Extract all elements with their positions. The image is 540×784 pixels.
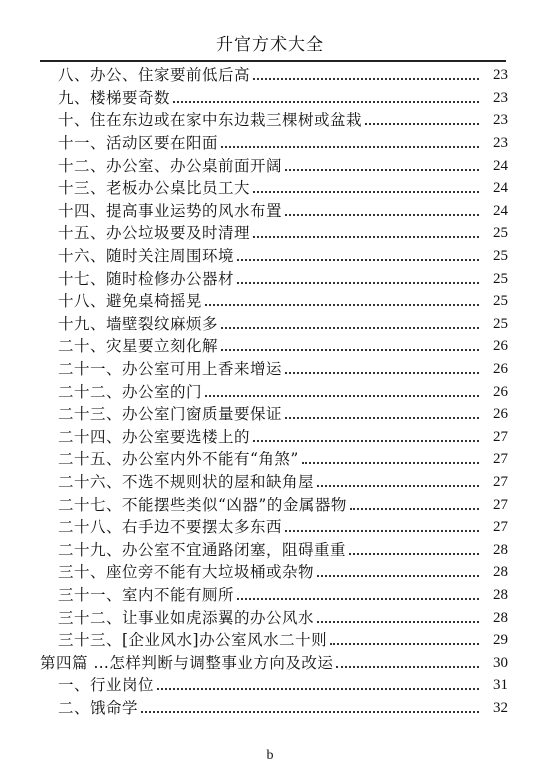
toc-entry-title: 十四、提高事业运势的风水布置 — [58, 201, 283, 220]
toc-entry[interactable] — [0, 200, 540, 223]
toc-entry[interactable] — [0, 538, 540, 561]
toc-entry-title: 一、行业岗位 — [58, 676, 155, 695]
toc-entry-page: 25 — [493, 248, 508, 265]
dot-leader — [237, 259, 479, 261]
dot-leader — [285, 417, 479, 419]
toc-entry-title: 二十三、办公室门窗质量要保证 — [58, 405, 283, 424]
toc-entry[interactable] — [0, 697, 540, 720]
toc-entry[interactable] — [0, 335, 540, 358]
toc-entry-page: 28 — [493, 564, 508, 581]
toc-entry-title: 三十一、室内不能有厕所 — [58, 585, 235, 604]
toc-entry-page: 27 — [493, 451, 508, 468]
toc-entry-page: 28 — [493, 541, 508, 558]
toc-entry[interactable] — [0, 448, 540, 471]
toc-entry[interactable] — [0, 245, 540, 268]
toc-entry[interactable] — [0, 313, 540, 336]
dot-leader — [237, 282, 479, 284]
dot-leader — [365, 123, 479, 125]
toc-entry-title: 二十六、不选不规则状的屋和缺角屋 — [58, 472, 315, 491]
toc-entry[interactable] — [0, 154, 540, 177]
toc-entry-page: 24 — [493, 180, 508, 197]
toc-entry[interactable] — [0, 403, 540, 426]
dot-leader — [157, 688, 479, 690]
toc-entry[interactable] — [0, 584, 540, 607]
dot-leader — [349, 553, 479, 555]
toc-entry[interactable] — [0, 629, 540, 652]
page-header-title: 升官方术大全 — [216, 35, 324, 55]
dot-leader — [330, 643, 479, 645]
toc-entry-title: 十五、办公垃圾要及时清理 — [58, 224, 251, 243]
toc-entry-page: 31 — [493, 677, 508, 694]
toc-entry[interactable] — [0, 222, 540, 245]
toc-entry-page: 23 — [493, 112, 508, 129]
dot-leader — [205, 304, 479, 306]
dot-leader — [285, 169, 479, 171]
dot-leader — [141, 711, 479, 713]
toc-entry[interactable] — [0, 561, 540, 584]
toc-entry-page: 25 — [493, 270, 508, 287]
toc-entry-page: 27 — [493, 519, 508, 536]
page-footer-label: b — [266, 748, 274, 763]
toc-entry-page: 28 — [493, 609, 508, 626]
toc-entry-page: 30 — [493, 654, 508, 671]
toc-entry[interactable] — [0, 177, 540, 200]
dot-leader — [221, 327, 479, 329]
toc-entry[interactable] — [0, 516, 540, 539]
toc-entry[interactable] — [0, 132, 540, 155]
dot-leader — [285, 214, 479, 216]
toc-entry-title: 十一、活动区要在阳面 — [58, 134, 219, 153]
dot-leader — [285, 530, 479, 532]
toc-entry[interactable] — [0, 493, 540, 516]
toc-entry[interactable] — [0, 358, 540, 381]
toc-entry-title: 十、住在东边或在家中东边栽三棵树或盆栽 — [58, 111, 363, 130]
toc-entry[interactable] — [0, 380, 540, 403]
toc-entry-page: 26 — [493, 338, 508, 355]
toc-entry-title: 二、饿命学 — [58, 698, 139, 717]
dot-leader — [205, 395, 479, 397]
toc-entry-title: 十六、随时关注周围环境 — [58, 247, 235, 266]
dot-leader — [221, 349, 479, 351]
toc-entry-title: 三十、座位旁不能有大垃圾桶或杂物 — [58, 563, 315, 582]
toc-entry[interactable] — [0, 109, 540, 132]
toc-entry[interactable] — [0, 606, 540, 629]
toc-entry[interactable] — [0, 64, 540, 87]
toc-entry-page: 25 — [493, 293, 508, 310]
toc-entry-page: 23 — [493, 135, 508, 152]
dot-leader — [317, 621, 479, 623]
toc-entry-title: 八、办公、住家要前低后高 — [58, 66, 251, 85]
header-rule — [40, 60, 506, 62]
toc-entry[interactable] — [0, 87, 540, 110]
dot-leader — [253, 78, 479, 80]
dot-leader — [237, 598, 479, 600]
toc-entry-title: 十七、随时检修办公器材 — [58, 269, 235, 288]
toc-entry-page: 27 — [493, 428, 508, 445]
toc-entry-page: 29 — [493, 632, 508, 649]
toc-entry-page: 25 — [493, 225, 508, 242]
dot-leader — [317, 575, 479, 577]
toc-entry[interactable] — [0, 426, 540, 449]
toc-entry[interactable] — [0, 267, 540, 290]
dot-leader — [317, 485, 479, 487]
dot-leader — [253, 440, 479, 442]
toc-entry-title: 九、楼梯要奇数 — [58, 88, 171, 107]
dot-leader — [285, 372, 479, 374]
toc-entry-page: 32 — [493, 699, 508, 716]
toc-entry-title: 第四篇 …怎样判断与调整事业方向及改运 — [40, 653, 334, 672]
toc-entry-title: 二十、灾星要立刻化解 — [58, 337, 219, 356]
toc-entry-title: 二十七、不能摆些类似“凶器”的金属器物 — [58, 495, 347, 514]
dot-leader — [350, 508, 479, 510]
toc-entry-page: 26 — [493, 383, 508, 400]
toc-entry[interactable] — [0, 471, 540, 494]
toc-entry-title: 二十四、办公室要选楼上的 — [58, 427, 251, 446]
toc-entry-page: 28 — [493, 586, 508, 603]
toc-entry-title: 二十二、办公室的门 — [58, 382, 203, 401]
toc-entry-page: 23 — [493, 67, 508, 84]
dot-leader — [173, 101, 479, 103]
dot-leader — [336, 666, 479, 668]
toc-entry-page: 26 — [493, 406, 508, 423]
toc-entry-title: 十八、避免桌椅摇晃 — [58, 292, 203, 311]
toc-entry[interactable] — [0, 674, 540, 697]
toc-entry-page: 25 — [493, 315, 508, 332]
dot-leader — [253, 191, 479, 193]
toc-entry-title: 三十二、让事业如虎添翼的办公风水 — [58, 608, 315, 627]
toc-entry-page: 23 — [493, 89, 508, 106]
toc-entry-title: 二十一、办公室可用上香来增运 — [58, 360, 283, 379]
toc-entry-title: 二十五、办公室内外不能有“角煞” — [58, 450, 299, 469]
toc-entry-title: 二十八、右手边不要摆太多东西 — [58, 518, 283, 537]
toc-entry-title: 十二、办公室、办公桌前面开阔 — [58, 156, 283, 175]
toc-entry-title: 十三、老板办公桌比员工大 — [58, 179, 251, 198]
toc-entry-page: 24 — [493, 202, 508, 219]
toc-entry-title: 三十三、[企业风水]办公室风水二十则 — [58, 631, 328, 650]
toc-entry-title: 十九、墙壁裂纹麻烦多 — [58, 314, 219, 333]
table-of-contents — [0, 64, 540, 719]
dot-leader — [221, 146, 479, 148]
toc-entry[interactable] — [0, 651, 540, 674]
toc-entry-page: 27 — [493, 473, 508, 490]
toc-entry-title: 二十九、办公室不宜通路闭塞，阻碍重重 — [58, 540, 347, 559]
toc-entry[interactable] — [0, 290, 540, 313]
toc-entry-page: 24 — [493, 157, 508, 174]
toc-entry-page: 26 — [493, 361, 508, 378]
toc-entry-page: 27 — [493, 496, 508, 513]
dot-leader — [302, 462, 479, 464]
dot-leader — [253, 236, 479, 238]
